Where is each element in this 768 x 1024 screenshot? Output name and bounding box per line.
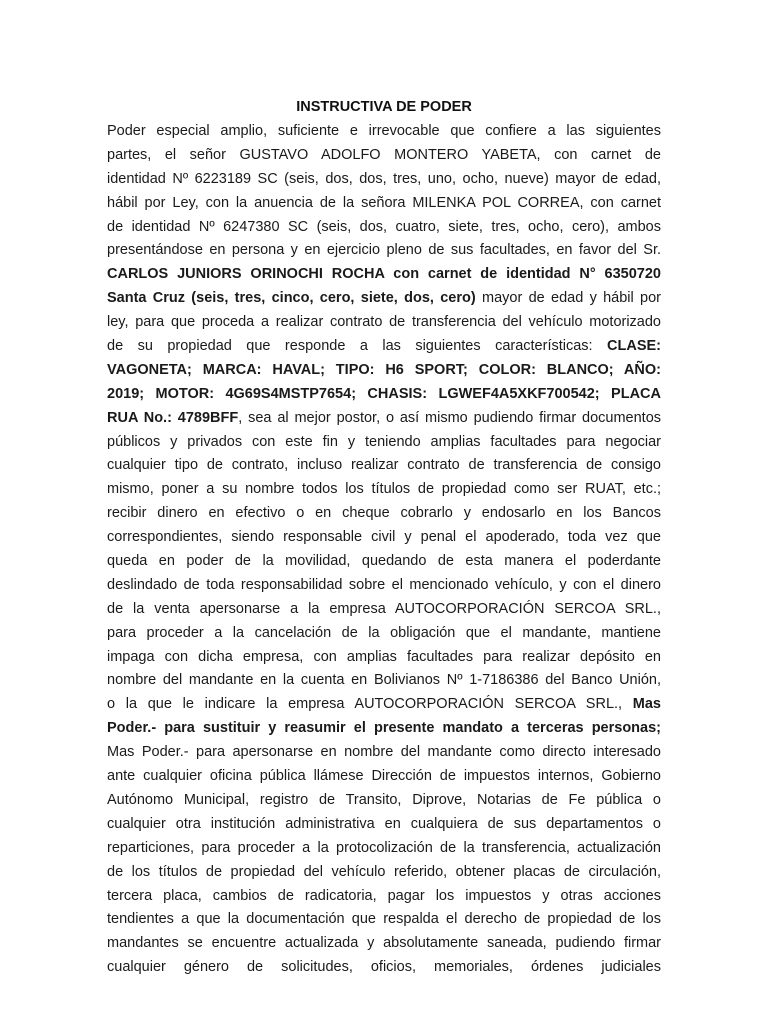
- text-span: , sea al mejor postor, o así mismo pudiendo firmar documentos: [238, 409, 662, 426]
- document-line: [107, 717, 661, 741]
- text-span: de los títulos de propiedad del vehículo referido, obtener placas de circulación,: [107, 863, 661, 880]
- document-line: [107, 454, 661, 478]
- document-line: [107, 861, 661, 885]
- document-line: [107, 908, 661, 932]
- text-span: de su propiedad que responde a las siguientes características:: [107, 338, 608, 355]
- bold-text: Poder.- para sustituir y reasumir el presente mandato a terceras personas;: [107, 720, 661, 737]
- text-span: de identidad Nº 6247380 SC (seis, dos, cuatro, siete, tres, ocho, cero), ambos: [107, 218, 661, 235]
- document-body: [107, 120, 661, 980]
- text-span: hábil por Ley, con la anuencia de la señora MILENKA POL CORREA, con carnet: [107, 194, 661, 211]
- text-span: Autónomo Municipal, registro de Transito, Diprove, Notarias de Fe pública o: [107, 791, 661, 808]
- document-line: [107, 359, 661, 383]
- document-line: [107, 478, 661, 502]
- document-line: [107, 550, 661, 574]
- document-line: [107, 239, 661, 263]
- document-line: [107, 192, 661, 216]
- bold-text: CLASE:: [607, 338, 661, 355]
- text-span: deslindado de toda responsabilidad sobre el mencionado vehículo, y con el dinero: [107, 576, 661, 593]
- document-line: [107, 932, 661, 956]
- document-line: [107, 956, 661, 980]
- text-span: para proceder a la cancelación de la obligación que el mandante, mantiene: [107, 624, 661, 641]
- bold-text: VAGONETA; MARCA: HAVAL; TIPO: H6 SPORT; COLOR: BLANCO; AÑO:: [107, 361, 661, 378]
- document-line: [107, 885, 661, 909]
- text-span: cualquier otra institución administrativa en cualquiera de sus departamentos o: [107, 815, 661, 832]
- document-line: [107, 216, 661, 240]
- document-line: [107, 574, 661, 598]
- document-line: [107, 287, 661, 311]
- document-line: [107, 598, 661, 622]
- text-span: queda en poder de la movilidad, quedando de esta manera el poderdante: [107, 553, 661, 570]
- text-span: cualquier género de solicitudes, oficios, memoriales, órdenes judiciales: [107, 959, 661, 976]
- text-span: recibir dinero en efectivo o en cheque cobrarlo y endosarlo en los Bancos: [107, 505, 661, 522]
- document-line: [107, 431, 661, 455]
- text-span: cualquier tipo de contrato, incluso realizar contrato de transferencia de consigo: [107, 457, 661, 474]
- document-line: [107, 837, 661, 861]
- text-span: mayor de edad y hábil por: [475, 290, 662, 307]
- text-span: mandantes se encuentre actualizada y absolutamente saneada, pudiendo firmar: [107, 935, 661, 952]
- document-line: [107, 168, 661, 192]
- document-line: [107, 335, 661, 359]
- text-span: tendientes a que la documentación que respalda el derecho de propiedad de los: [107, 911, 661, 928]
- text-span: partes, el señor GUSTAVO ADOLFO MONTERO YABETA, con carnet de: [107, 146, 661, 163]
- text-span: públicos y privados con este fin y teniendo amplias facultades para negociar: [107, 433, 661, 450]
- text-span: correspondientes, siendo responsable civil y penal el apoderado, toda vez que: [107, 529, 661, 546]
- text-span: de la venta apersonarse a la empresa AUTOCORPORACIÓN SERCOA SRL.,: [107, 600, 661, 617]
- text-span: nombre del mandante en la cuenta en Bolivianos Nº 1-7186386 del Banco Unión,: [107, 672, 661, 689]
- document-line: [107, 813, 661, 837]
- bold-text: Santa Cruz (seis, tres, cinco, cero, siete, dos, cero): [107, 290, 476, 307]
- document-line: [107, 741, 661, 765]
- document-line: [107, 765, 661, 789]
- text-span: reparticiones, para proceder a la protocolización de la transferencia, actualización: [107, 839, 661, 856]
- text-span: presentándose en persona y en ejercicio pleno de sus facultades, en favor del Sr.: [107, 242, 661, 259]
- document-line: [107, 311, 661, 335]
- text-span: identidad Nº 6223189 SC (seis, dos, dos, tres, uno, ocho, nueve) mayor de edad,: [107, 170, 661, 187]
- document-line: [107, 383, 661, 407]
- document-line: [107, 669, 661, 693]
- document-title: INSTRUCTIVA DE PODER: [296, 99, 472, 115]
- text-span: ley, para que proceda a realizar contrato de transferencia del vehículo motorizado: [107, 314, 661, 331]
- text-span: tercera placa, cambios de radicatoria, pagar los impuestos y otras acciones: [107, 887, 661, 904]
- document-line: [107, 120, 661, 144]
- document-line: [107, 646, 661, 670]
- document-line: [107, 789, 661, 813]
- document-line: [107, 263, 661, 287]
- document-line: [107, 526, 661, 550]
- document-line: [107, 622, 661, 646]
- document-line: [107, 502, 661, 526]
- text-span: Poder especial amplio, suficiente e irrevocable que confiere a las siguientes: [107, 123, 661, 139]
- text-span: impaga con dicha empresa, con amplias facultades para realizar depósito en: [107, 648, 661, 665]
- document-line: [107, 144, 661, 168]
- bold-text: CARLOS JUNIORS ORINOCHI ROCHA con carnet de identidad N° 6350720: [107, 266, 661, 283]
- text-span: Mas Poder.- para apersonarse en nombre del mandante como directo interesado: [107, 744, 661, 761]
- text-span: mismo, poner a su nombre todos los títulos de propiedad como ser RUAT, etc.;: [107, 481, 661, 498]
- text-span: ante cualquier oficina pública llámese Dirección de impuestos internos, Gobierno: [107, 768, 661, 785]
- bold-text: RUA No.: 4789BFF: [107, 409, 239, 426]
- bold-text: 2019; MOTOR: 4G69S4MSTP7654; CHASIS: LGWEF4A5XKF700542; PLACA: [107, 385, 661, 402]
- document-line: [107, 693, 661, 717]
- bold-text: Mas: [632, 696, 661, 713]
- text-span: o la que le indicare la empresa AUTOCORPORACIÓN SERCOA SRL.,: [107, 696, 633, 713]
- document-line: [107, 407, 661, 431]
